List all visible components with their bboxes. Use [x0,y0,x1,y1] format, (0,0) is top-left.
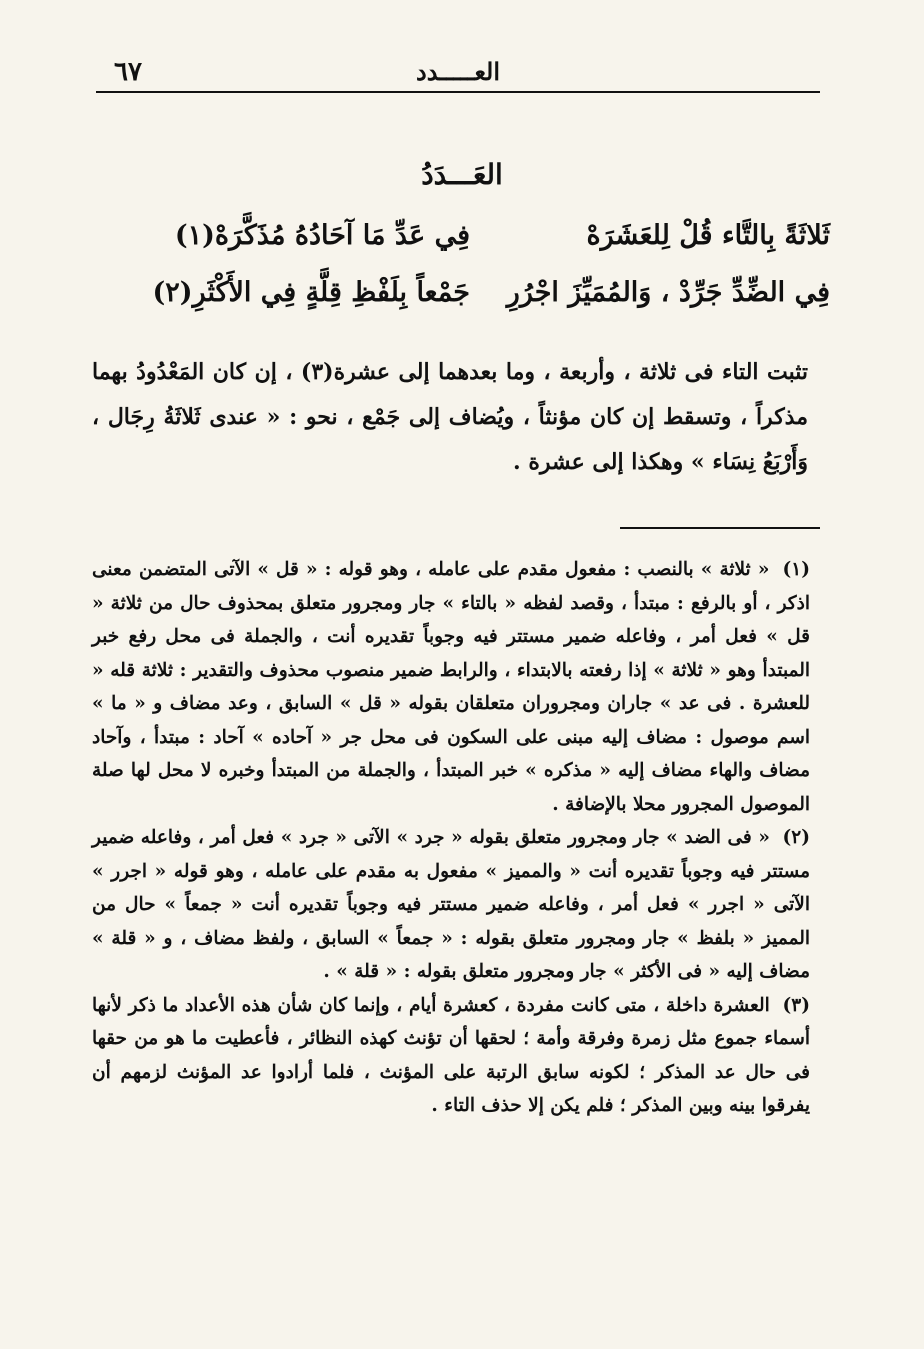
verse-hemistich-first: فِي الضِّدِّ جَرِّدْ ، وَالمُمَيِّزَ اجْرُرِ [506,277,830,308]
verse-line [110,220,830,260]
main-paragraph: تثبت التاء فى ثلاثة ، وأربعة ، وما بعدهما إلى عشرة(٣) ، إن كان المَعْدُودُ بهما مذكراً ، وتسقط إن كان مؤنثاً ، ويُضاف إلى جَمْع ، نحو : « عندى ثَلاثَةُ رِجَال ، وَأَرْبَعُ نِسَاء » وهكذا إلى عشرة . [92,359,808,475]
running-title: العـــــدد [416,57,500,86]
footnote [92,821,810,989]
verse-hemistich-second: فِي عَدِّ مَا آحَادُهُ مُذَكَّرَهْ(١) [174,220,470,251]
verse-line [110,277,830,317]
page-number: ٦٧ [114,57,142,87]
footnote [92,989,810,1123]
footnote-number: (٣) [782,994,810,1016]
footnote-number: (١) [782,559,810,580]
verse-hemistich-first: ثَلاثَةً بِالتَّاء قُلْ لِلعَشَرَهْ [586,220,830,251]
page-header [96,55,820,93]
footnote [92,553,810,821]
verse-hemistich-second: جَمْعاً بِلَفْظِ قِلَّةٍ فِي الأَكْثَرِ(٢) [152,277,470,308]
footnote-number: (٢) [782,827,810,848]
footnote-text: « ثلاثة » بالنصب : مفعول مقدم على عامله ، وهو قوله : « قل » الآتى المتضمن معنى اذكر ، أو بالرفع : مبتدأ ، وقصد لفظه « بالتاء » جار ومجرور متعلق بمحذوف حال من ثلاثة « قل » فعل أمر ، وفاعله ضمير مستتر فيه وجوباً تقديره أنت ، والجملة فى محل رفع خبر المبتدأ وهو « ثلاثة » إذا رفعته بالابتداء ، والرابط ضمير منصوب محذوف والتقدير : ثلاثة قله « للعشرة . فى عد » جاران ومجروران متعلقان بقوله « قل » السابق ، وعد مضاف و « ما » اسم موصول : مضاف إليه مبنى على السكون فى محل جر « آحاده » آحاد : مبتدأ ، وآحاد مضاف والهاء مضاف إليه « مذكره » خبر المبتدأ ، والجملة من المبتدأ وخبره لا محل لها صلة الموصول المجرور محلا بالإضافة . [92,559,810,815]
footnote-separator [620,527,820,529]
section-title: العَـــدَدُ [421,158,503,191]
footnote-text: « فى الضد » جار ومجرور متعلق بقوله « جرد » الآتى « جرد » فعل أمر ، وفاعله ضمير مستتر فيه وجوباً تقديره أنت « والمميز » مفعول به مقدم على عامله ، وهو قوله « اجرر » الآتى « اجرر » فعل أمر ، وفاعله ضمير مستتر فيه وجوباً تقديره أنت « جمعاً » حال من المميز « بلفظ » جار ومجرور متعلق بقوله : « جمعاً » السابق ، ولفظ مضاف ، و « قلة » مضاف إليه « فى الأكثر » جار ومجرور متعلق بقوله : « قلة » . [92,827,810,982]
footnote-text: العشرة داخلة ، متى كانت مفردة ، كعشرة أيام ، وإنما كان شأن هذه الأعداد ما ذكر لأنها أسماء جموع مثل زمرة وفرقة وأمة ؛ لحقها أن تؤنث كهذه النظائر ، فأعطيت ما هو من حقها فى حال عد المذكر ؛ لكونه سابق الرتبة على المؤنث ، فلما أرادوا عد المؤنث لزمهم أن يفرقوا بينه وبين المذكر ؛ فلم يكن إلا حذف التاء . [92,994,810,1116]
footnotes [92,553,810,1123]
